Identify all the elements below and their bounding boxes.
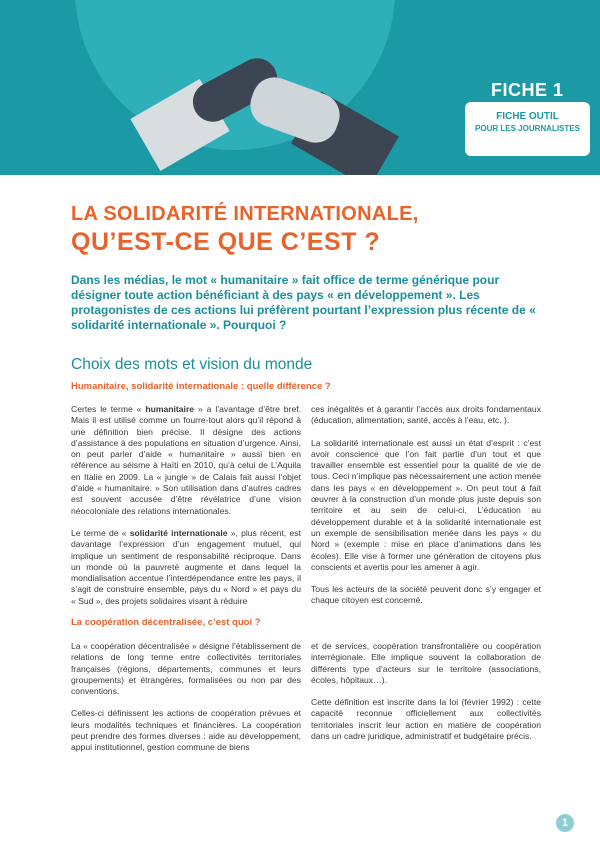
page-number-badge: 1 bbox=[556, 814, 574, 832]
text-span: », plus récent, est davantage l’expression d’un engagement mutuel, qui implique un sentiment de responsabilité réciproque. Dans un monde où la pauvreté augmente et dans lequel la mondialisation accentue l’interdépendance entre les pays, il s’agit de construire ensemble, pays du « Nord » et pays du « Sud », des projets solidaires visant à réduire bbox=[71, 527, 301, 606]
section-title: Choix des mots et vision du monde bbox=[71, 356, 313, 373]
subsection-title: Humanitaire, solidarité internationale : quelle différence ? bbox=[71, 381, 331, 392]
paragraph: Celles-ci définissent les actions de coopération prévues et leurs modalités techniques et financières. La coopération peut prendre des formes diverses : aide au développement, appui institutionnel, gestion commune de biens bbox=[71, 708, 301, 753]
fiche-audience: POUR LES JOURNALISTES bbox=[475, 124, 580, 133]
text-span: Certes le terme « bbox=[71, 404, 146, 414]
text-column-2 bbox=[311, 404, 541, 618]
text-column-4 bbox=[311, 641, 541, 753]
bold-term: solidarité internationale bbox=[129, 527, 228, 538]
text-column-3 bbox=[71, 641, 301, 765]
page-title bbox=[71, 203, 419, 257]
header-banner bbox=[0, 0, 600, 175]
bold-term: humanitaire bbox=[145, 404, 195, 414]
fiche-label-box bbox=[465, 102, 590, 156]
text-span: Le terme de « bbox=[71, 527, 130, 538]
text-column-1 bbox=[71, 404, 301, 618]
title-line-2: QU’EST-CE QUE C’EST ? bbox=[71, 228, 381, 256]
lead-paragraph: Dans les médias, le mot « humanitaire » fait office de terme générique pour désigner toute action bénéficiant à des pays « en développement ». Les protagonistes de ces actions lui préfèrent pourtant l’expression plus récente de « solidarité internationale ». Pourquoi ? bbox=[71, 273, 536, 332]
paragraph: Cette définition est inscrite dans la loi (février 1992) : cette capacité reconnue officiellement aux collectivités territoriales inscrit leur action en matière de coopération dans un cadre juridique, administratif et budgétaire précis. bbox=[311, 697, 541, 742]
paragraph: La solidarité internationale est aussi un état d’esprit : c’est avoir conscience que l’on fait partie d’un tout et que travailler ensemble est essentiel pour la qualité de vie de tous. Ceci n’implique pas nécessairement une action menée dans les pays « en développement ». On peut tout à fait œuvrer à la construction d’un monde plus juste depuis son territoire et au sein de celui-ci. L’éducation au développement durable et à la solidarité internationale est un exemple de sensibilisation menée dans les pays « du Nord » (exemple : mise en place d’animations dans les écoles). Elle vise à former une génération de citoyens plus conscients et avertis pour les amener à agir. bbox=[311, 437, 541, 572]
paragraph bbox=[71, 404, 301, 517]
paragraph: et de services, coopération transfrontalière ou coopération interrégionale. Elle implique souvent la collaboration de différents type d’acteurs sur le territoire (associations, écoles, hôpitaux…). bbox=[311, 641, 541, 685]
paragraph bbox=[71, 528, 301, 607]
title-line-1: LA SOLIDARITÉ INTERNATIONALE, bbox=[71, 203, 419, 225]
paragraph: La « coopération décentralisée » désigne l’établissement de relations de long terme entre collectivités territoriales françaises (régions, départements, communes et leurs groupements) et étrangères, formalisées ou non par des conventions. bbox=[71, 641, 301, 697]
text-span: » a l’avantage d’être bref. Mais il est utilisé comme un fourre-tout alors qu’il répond à une définition bien précise. Il désigne des actions d’assistance à des populations en situation d’urgence. Ainsi, on peut parler d’aide « humanitaire » aussi bien en référence au séisme à Haïti en 2010, qu’à celui de L’Aquila en Italie en 2009. La « jungle » de Calais fait aussi l’objet d’aide « humanitaire. » Son utilisation dans d’autres cadres est souvent accusée d’être révélatrice d’une vision néocoloniale des relations internationales. bbox=[71, 404, 302, 516]
subsection-title: La coopération décentralisée, c’est quoi ? bbox=[71, 617, 261, 628]
paragraph: ces inégalités et à garantir l’accès aux droits fondamentaux (éducation, alimentation, santé, accès à l’eau, etc. ). bbox=[311, 404, 541, 426]
paragraph: Tous les acteurs de la société peuvent donc s’y engager et chaque citoyen est concerné. bbox=[311, 584, 541, 606]
fiche-number: FICHE 1 bbox=[491, 80, 564, 100]
fiche-type: FICHE OUTIL bbox=[496, 111, 559, 122]
